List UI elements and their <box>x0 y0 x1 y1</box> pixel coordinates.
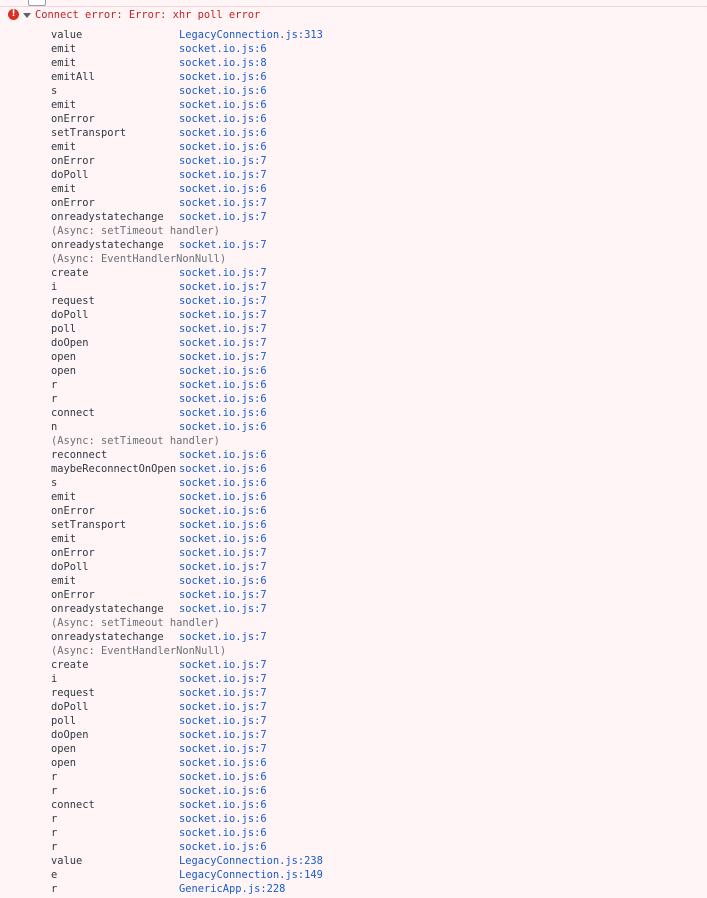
function-name: emit <box>51 99 77 111</box>
async-separator <box>51 644 691 658</box>
source-link[interactable]: socket.io.js:7 <box>179 197 267 209</box>
stack-frame-row <box>51 700 691 714</box>
stack-frame-row <box>51 504 691 518</box>
function-name: emit <box>51 57 77 69</box>
function-name: doPoll <box>51 561 89 573</box>
function-name: s <box>51 477 58 489</box>
async-label: (Async: setTimeout handler) <box>51 225 220 237</box>
source-link[interactable]: socket.io.js:7 <box>179 239 267 251</box>
stack-frame-row <box>51 168 691 182</box>
function-name: onreadystatechange <box>51 239 164 251</box>
function-name: onreadystatechange <box>51 211 164 223</box>
source-link[interactable]: socket.io.js:6 <box>179 841 267 853</box>
stack-frame-row <box>51 658 691 672</box>
source-link[interactable]: socket.io.js:6 <box>179 799 267 811</box>
function-name: emit <box>51 141 77 153</box>
source-link[interactable]: socket.io.js:7 <box>179 295 267 307</box>
function-name: setTransport <box>51 127 127 139</box>
stack-frame-row <box>51 70 691 84</box>
function-name: connect <box>51 799 95 811</box>
stack-frame-row <box>51 336 691 350</box>
source-link[interactable]: socket.io.js:6 <box>179 183 267 195</box>
function-name: poll <box>51 323 77 335</box>
stack-frame-row <box>51 770 691 784</box>
function-name: r <box>51 841 58 853</box>
async-label: (Async: EventHandlerNonNull) <box>51 253 227 265</box>
source-link[interactable]: socket.io.js:6 <box>179 491 267 503</box>
source-link[interactable]: socket.io.js:6 <box>179 533 267 545</box>
stack-frame-row <box>51 364 691 378</box>
source-link[interactable]: GenericApp.js:228 <box>179 883 286 895</box>
function-name: emit <box>51 533 77 545</box>
source-link[interactable]: socket.io.js:6 <box>179 85 267 97</box>
function-name: s <box>51 85 58 97</box>
source-link[interactable]: socket.io.js:7 <box>179 281 267 293</box>
stack-frame-row <box>51 350 691 364</box>
function-name: emit <box>51 491 77 503</box>
stack-frame-row <box>51 98 691 112</box>
function-name: doPoll <box>51 701 89 713</box>
source-link[interactable]: socket.io.js:6 <box>179 113 267 125</box>
stack-frame-row <box>51 812 691 826</box>
function-name: open <box>51 351 77 363</box>
function-name: doOpen <box>51 337 89 349</box>
stack-frame-row <box>51 560 691 574</box>
function-name: r <box>51 771 58 783</box>
stack-frame-row <box>51 630 691 644</box>
stack-frame-row <box>51 672 691 686</box>
error-message-row[interactable] <box>0 8 707 22</box>
source-link[interactable]: socket.io.js:6 <box>179 379 267 391</box>
function-name: request <box>51 687 95 699</box>
stack-frame-row <box>51 196 691 210</box>
function-name: request <box>51 295 95 307</box>
stack-frame-row <box>51 546 691 560</box>
source-link[interactable]: socket.io.js:7 <box>179 351 267 363</box>
stack-frame-row <box>51 826 691 840</box>
source-link[interactable]: socket.io.js:6 <box>179 463 267 475</box>
stack-frame-row <box>51 154 691 168</box>
stack-frame-row <box>51 112 691 126</box>
stack-frame-row <box>51 308 691 322</box>
stack-frame-row <box>51 294 691 308</box>
source-link[interactable]: socket.io.js:6 <box>179 141 267 153</box>
stack-frame-row <box>51 784 691 798</box>
function-name: r <box>51 785 58 797</box>
source-link[interactable]: socket.io.js:7 <box>179 155 267 167</box>
stack-frame-row <box>51 840 691 854</box>
async-separator <box>51 224 691 238</box>
stack-frame-row <box>51 854 691 868</box>
async-label: (Async: setTimeout handler) <box>51 435 220 447</box>
stack-frame-row <box>51 798 691 812</box>
console-top-edge <box>0 0 707 7</box>
function-name: r <box>51 827 58 839</box>
async-label: (Async: setTimeout handler) <box>51 617 220 629</box>
function-name: r <box>51 379 58 391</box>
source-link[interactable]: socket.io.js:7 <box>179 715 267 727</box>
stack-frame-row <box>51 182 691 196</box>
stack-frame-row <box>51 756 691 770</box>
source-link[interactable]: socket.io.js:6 <box>179 393 267 405</box>
function-name: emit <box>51 43 77 55</box>
source-link[interactable]: LegacyConnection.js:149 <box>179 869 323 881</box>
source-link[interactable]: socket.io.js:6 <box>179 449 267 461</box>
function-name: connect <box>51 407 95 419</box>
function-name: poll <box>51 715 77 727</box>
source-link[interactable]: socket.io.js:6 <box>179 505 267 517</box>
source-link[interactable]: socket.io.js:7 <box>179 729 267 741</box>
source-link[interactable]: socket.io.js:6 <box>179 771 267 783</box>
function-name: i <box>51 673 58 685</box>
function-name: emitAll <box>51 71 95 83</box>
async-separator <box>51 434 691 448</box>
stack-frame-row <box>51 378 691 392</box>
stack-frame-row <box>51 868 691 882</box>
source-link[interactable]: socket.io.js:6 <box>179 43 267 55</box>
stack-frame-row <box>51 238 691 252</box>
source-link[interactable]: socket.io.js:7 <box>179 561 267 573</box>
function-name: i <box>51 281 58 293</box>
source-link[interactable]: socket.io.js:6 <box>179 407 267 419</box>
stack-frame-row <box>51 420 691 434</box>
function-name: open <box>51 743 77 755</box>
error-message-text: Connect error: Error: xhr poll error <box>35 9 261 21</box>
source-link[interactable]: socket.io.js:6 <box>179 365 267 377</box>
stack-frame-row <box>51 140 691 154</box>
stack-frame-row <box>51 392 691 406</box>
function-name: r <box>51 883 58 895</box>
source-link[interactable]: socket.io.js:6 <box>179 575 267 587</box>
stack-frame-row <box>51 448 691 462</box>
source-link[interactable]: socket.io.js:7 <box>179 337 267 349</box>
stack-frame-row <box>51 322 691 336</box>
stack-frame-row <box>51 280 691 294</box>
stack-frame-row <box>51 882 691 896</box>
source-link[interactable]: socket.io.js:6 <box>179 99 267 111</box>
source-link[interactable]: socket.io.js:6 <box>179 827 267 839</box>
source-link[interactable]: socket.io.js:7 <box>179 309 267 321</box>
source-link[interactable]: socket.io.js:6 <box>179 519 267 531</box>
function-name: onError <box>51 113 95 125</box>
source-link[interactable]: socket.io.js:7 <box>179 323 267 335</box>
stack-frame-row <box>51 84 691 98</box>
function-name: onError <box>51 197 95 209</box>
stack-frame-row <box>51 462 691 476</box>
function-name: doPoll <box>51 309 89 321</box>
function-name: reconnect <box>51 449 108 461</box>
stack-frame-row <box>51 266 691 280</box>
function-name: emit <box>51 575 77 587</box>
async-separator <box>51 616 691 630</box>
source-link[interactable]: socket.io.js:7 <box>179 673 267 685</box>
toolbar-button-fragment[interactable] <box>28 0 46 6</box>
source-link[interactable]: socket.io.js:7 <box>179 603 267 615</box>
stack-frame-row <box>51 742 691 756</box>
stack-frame-row <box>51 210 691 224</box>
function-name: value <box>51 29 83 41</box>
source-link[interactable]: LegacyConnection.js:238 <box>179 855 323 867</box>
stack-trace <box>51 28 691 896</box>
stack-frame-row <box>51 602 691 616</box>
function-name: doOpen <box>51 729 89 741</box>
function-name: open <box>51 757 77 769</box>
stack-frame-row <box>51 28 691 42</box>
source-link[interactable]: socket.io.js:7 <box>179 547 267 559</box>
stack-frame-row <box>51 686 691 700</box>
source-link[interactable]: socket.io.js:7 <box>179 687 267 699</box>
function-name: e <box>51 869 58 881</box>
source-link[interactable]: socket.io.js:7 <box>179 659 267 671</box>
stack-frame-row <box>51 588 691 602</box>
source-link[interactable]: socket.io.js:6 <box>179 71 267 83</box>
source-link[interactable]: socket.io.js:7 <box>179 701 267 713</box>
source-link[interactable]: LegacyConnection.js:313 <box>179 29 323 41</box>
expand-triangle-icon[interactable] <box>23 13 31 18</box>
async-separator <box>51 252 691 266</box>
source-link[interactable]: socket.io.js:7 <box>179 743 267 755</box>
stack-frame-row <box>51 532 691 546</box>
source-link[interactable]: socket.io.js:8 <box>179 57 267 69</box>
function-name: create <box>51 659 89 671</box>
function-name: onError <box>51 155 95 167</box>
stack-frame-row <box>51 126 691 140</box>
function-name: r <box>51 813 58 825</box>
stack-frame-row <box>51 714 691 728</box>
stack-frame-row <box>51 56 691 70</box>
function-name: onError <box>51 589 95 601</box>
function-name: onError <box>51 505 95 517</box>
source-link[interactable]: socket.io.js:6 <box>179 477 267 489</box>
source-link[interactable]: socket.io.js:6 <box>179 757 267 769</box>
async-label: (Async: EventHandlerNonNull) <box>51 645 227 657</box>
function-name: r <box>51 393 58 405</box>
function-name: onreadystatechange <box>51 603 164 615</box>
function-name: open <box>51 365 77 377</box>
source-link[interactable]: socket.io.js:7 <box>179 169 267 181</box>
function-name: emit <box>51 183 77 195</box>
stack-frame-row <box>51 42 691 56</box>
stack-frame-row <box>51 728 691 742</box>
source-link[interactable]: socket.io.js:7 <box>179 631 267 643</box>
source-link[interactable]: socket.io.js:6 <box>179 813 267 825</box>
source-link[interactable]: socket.io.js:7 <box>179 211 267 223</box>
function-name: create <box>51 267 89 279</box>
function-name: onError <box>51 547 95 559</box>
source-link[interactable]: socket.io.js:7 <box>179 267 267 279</box>
function-name: onreadystatechange <box>51 631 164 643</box>
source-link[interactable]: socket.io.js:6 <box>179 127 267 139</box>
stack-frame-row <box>51 574 691 588</box>
error-icon: ! <box>8 9 19 20</box>
source-link[interactable]: socket.io.js:6 <box>179 785 267 797</box>
stack-frame-row <box>51 490 691 504</box>
source-link[interactable]: socket.io.js:6 <box>179 421 267 433</box>
function-name: setTransport <box>51 519 127 531</box>
stack-frame-row <box>51 406 691 420</box>
stack-frame-row <box>51 518 691 532</box>
function-name: maybeReconnectOnOpen <box>51 463 177 475</box>
function-name: n <box>51 421 58 433</box>
function-name: value <box>51 855 83 867</box>
stack-frame-row <box>51 476 691 490</box>
source-link[interactable]: socket.io.js:7 <box>179 589 267 601</box>
function-name: doPoll <box>51 169 89 181</box>
